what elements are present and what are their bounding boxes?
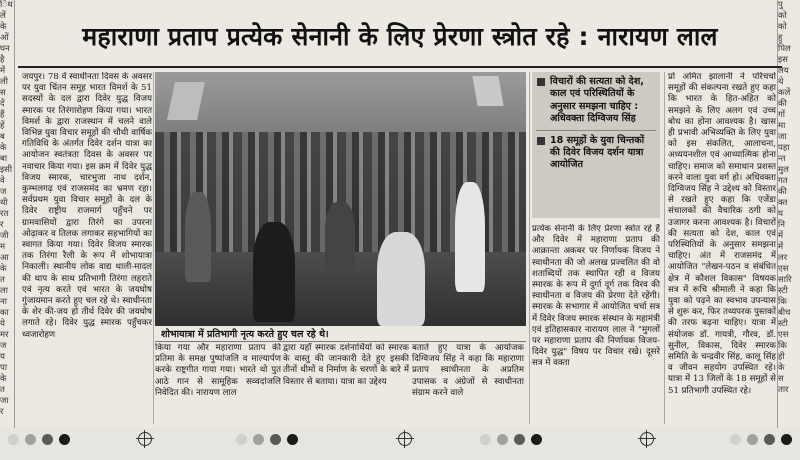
edge-fragment: ला xyxy=(0,286,8,296)
color-registration-dots xyxy=(8,434,70,445)
edge-fragment: घन xyxy=(0,44,10,54)
edge-fragment: िथ xyxy=(0,0,13,10)
edge-fragment: में xyxy=(0,66,6,76)
article-column-5 xyxy=(532,224,660,424)
edge-fragment: इसी xyxy=(0,165,13,175)
color-registration-dots xyxy=(730,434,792,445)
edge-fragment: को xyxy=(778,11,787,21)
adjacent-article-left-edge xyxy=(0,0,15,430)
edge-fragment: का xyxy=(0,308,9,318)
edge-fragment: र xyxy=(0,407,4,417)
edge-fragment: की xyxy=(778,99,787,109)
photo-caption: शोभायात्रा में प्रतिभागी नृत्य करते हुए चल रहे थे। xyxy=(155,328,526,342)
edge-fragment: ना xyxy=(0,297,7,307)
edge-fragment: पु xyxy=(778,0,783,10)
square-bullet-icon xyxy=(537,137,545,145)
registration-dot xyxy=(747,434,758,445)
edge-fragment: में xyxy=(778,231,784,241)
edge-fragment: के xyxy=(0,22,7,32)
article-text-col6: प्रो अमित झालानी ने परिचर्चा समूहों की संकल्पना रखते हुए कहा कि भारत के हित-अहित को समझने के लिए अलग एवं उच्च बोध का होना आवश्यक है। खास ही प्रभावी अभिव्यक्ति के लिए युवा को इस संकलित, आलाचना, अध्ययनशील एवं आध्यात्मिक होना चाहिए। समाज को समाधान प्रशस्त करने वाला युवा वर्ग हो। अधिवक्ता दिग्विजय सिंह ने उद्देश्य को विस्तार से रखते हुए कहा कि एजेंडा संचालकों की वैचारिक ठगी को उजागर करना आवश्यक है। विचारों की सत्यता को देश, काल एवं परिस्थितियों के अनुसार समझना चाहिए। अंत में राजसमंद में आयोजित "लेखन-पठन व संबंधित क्षेत्र में कौशल विकास" विषयक सत्र में रूचि श्रीमाली ने कहा कि युवा को पढ़ने का स्वभाव उपन्यास से शुरू कर, फिर तथ्यपरक पुस्तकों की तरफ बढ़ना चाहिए। यात्रा में संयोजक डॉ. गायत्री, गौरव, डॉ. सुनील, विकास, दिवेर स्मारक समिति के चन्द्रवीर सिंह, कालू सिंह व जीवन सहयोग उपस्थित रहे। यात्रा में 13 जिलों के 18 समूहों से 51 प्रतिभागी उपस्थित रहे। xyxy=(668,72,776,396)
edge-fragment: गों xyxy=(778,110,785,120)
color-registration-dots xyxy=(236,434,298,445)
edge-fragment: ही xyxy=(778,352,785,362)
article-text-col1: जयपुर। 78 वें स्वाधीनता दिवस के अवसर पर युवा चिंतन समूह भारत विमर्श के 51 सदस्यों के दल द्वारा दिवेर युद्ध विजय स्मारक पर तिरंगारोहण किया गया। भारत विमर्श के द्वारा राजस्थान में चलने वाले विभिन्न युवा विचार समूहों की चौथी वार्षिक गतिविधि के अंतर्गत दिवेर दर्शन यात्रा का आयोजन स्वतंत्रता दिवस के अवसर पर नवाचार किया गया। इस क्रम में दिवेर युद्ध विजय स्मारक, चारभुजा नाथ दर्शन, कुम्भलगढ़ एवं राजसमंद का भ्रमण रहा। सर्वप्रथम युवा विचार समूहों के दल के दिवेर राष्ट्रीय राजमार्ग पहुँचने पर ग्रामवासियों द्वारा तिरंगे का उपरना ओढ़ाकर व तिलक लगाकर सहभागियों का स्वागत किया गया। दिवेर विजय स्मारक तक तिरंगा रैली के रूप में शोभायात्रा निकाली। स्थानीय लोक वाद्य थाली-मादल की थाप के साथ प्रतिभागी तिरंगा लहराते एवं नृत्य करते एवं भारत के जयघोष गुंजायमान करते हुए चल रहे थे। स्वाधीनता के शेर की-जय हो तीर्थ दिवेर की जयघोष लगाते रहे। दिवेर युद्ध स्मारक पहुँचकर ध्वजारोहण xyxy=(22,72,152,340)
edge-fragment: स्टी xyxy=(778,286,788,296)
edge-fragment: य xyxy=(0,352,5,362)
edge-fragment: जा xyxy=(0,396,9,406)
edge-fragment: कि xyxy=(778,341,787,351)
headline-rule xyxy=(18,66,782,68)
edge-fragment: स xyxy=(0,88,6,98)
edge-fragment: वे xyxy=(0,176,5,186)
edge-fragment: नि xyxy=(778,220,785,230)
highlight-text: 18 समूहों के युवा चिन्तकों की दिवेर विजय दर्शन यात्रा आयोजित xyxy=(550,134,645,171)
edge-fragment: क्त xyxy=(778,198,788,208)
edge-fragment: जा xyxy=(778,132,787,142)
registration-dot xyxy=(236,434,247,445)
edge-fragment: एस xyxy=(778,264,789,274)
registration-crosshair-icon xyxy=(138,432,152,446)
edge-fragment: स xyxy=(778,374,784,384)
edge-fragment: स्टी xyxy=(778,319,788,329)
edge-fragment: लें xyxy=(0,11,6,21)
article-column-4 xyxy=(412,343,524,425)
edge-fragment: ज xyxy=(0,341,7,351)
edge-fragment: सारि xyxy=(778,275,792,285)
procession-photo xyxy=(155,72,526,326)
highlights-box xyxy=(532,72,660,218)
registration-dot xyxy=(730,434,741,445)
registration-dot xyxy=(42,434,53,445)
edge-fragment: कलें xyxy=(778,88,791,98)
edge-fragment: ली xyxy=(0,77,8,87)
edge-fragment: गत xyxy=(778,176,788,186)
article-column-1 xyxy=(22,72,152,424)
edge-fragment: के xyxy=(0,143,7,153)
article-column-6 xyxy=(668,72,776,424)
print-registration-strip xyxy=(0,428,800,460)
article-text-col2: किया गया और महाराणा प्रताप की प्रतिमा के समक्ष पुष्पांजलि व माल्यार्पण करके राष्ट्रगीत गाया गया। भारते थो पुत आठे गान से सामूहिक सव्वदांजलि निवेदित की। नारायण लाल xyxy=(155,343,281,398)
edge-fragment: ओं xyxy=(0,33,9,43)
edge-fragment: बा xyxy=(0,154,8,164)
edge-fragment: बीच xyxy=(778,308,791,318)
adjacent-article-right-edge xyxy=(777,0,800,430)
edge-fragment: को xyxy=(778,22,787,32)
edge-fragment: इस xyxy=(778,55,788,65)
edge-fragment: पिल xyxy=(778,44,791,54)
edge-fragment: हें xyxy=(0,121,5,131)
registration-dot xyxy=(270,434,281,445)
edge-fragment: आ xyxy=(0,253,9,263)
edge-fragment: न्त xyxy=(778,154,786,164)
edge-fragment: जी xyxy=(0,231,9,241)
edge-fragment: है xyxy=(0,55,5,65)
edge-fragment: लय xyxy=(778,66,789,76)
registration-dot xyxy=(497,434,508,445)
edge-fragment: रत xyxy=(0,209,9,219)
registration-dot xyxy=(253,434,264,445)
registration-dot xyxy=(531,434,542,445)
edge-fragment: हैं xyxy=(0,110,5,120)
registration-crosshair-icon xyxy=(398,432,412,446)
edge-fragment: म xyxy=(0,242,6,252)
edge-fragment: की xyxy=(778,187,787,197)
article-column-2 xyxy=(155,343,281,425)
edge-fragment: मुल xyxy=(778,165,789,175)
registration-dot xyxy=(480,434,491,445)
edge-fragment: पहा xyxy=(778,143,790,153)
edge-fragment: पा xyxy=(0,363,8,373)
edge-fragment: थी xyxy=(0,198,8,208)
article-text-col4: बताते हुए यात्रा के आयोजक दिग्विजय सिंह ने कहा कि महाराणा प्रताप स्वाधीनता के अप्रतिम उपासक व अंग्रेजों से स्वाधीनता संग्राम करने वाले xyxy=(412,343,524,398)
registration-dot xyxy=(781,434,792,445)
registration-dot xyxy=(25,434,36,445)
edge-fragment: के xyxy=(0,264,7,274)
edge-fragment: मा xyxy=(778,121,786,131)
registration-dot xyxy=(514,434,525,445)
headline: महाराणा प्रताप प्रत्येक सेनानी के लिए प्रेरणा स्त्रोत रहे : नारायण लाल xyxy=(82,22,718,51)
article-text-col3: द्वारा यहाँ स्मारक दर्शनार्थियों को स्मारक के वास्तु की जानकारी देते हुए इसकी तीनों थीमों व निर्माण के चरणों के बारे में विस्तार से बताया। यात्रा का उद्देश्य xyxy=(283,343,409,387)
edge-fragment: कि xyxy=(778,297,787,307)
edge-fragment: त xyxy=(0,385,5,395)
registration-crosshair-icon xyxy=(640,432,654,446)
registration-dot xyxy=(764,434,775,445)
edge-fragment: ज xyxy=(0,187,7,197)
edge-fragment: घ xyxy=(778,209,784,219)
edge-fragment: र xyxy=(0,220,4,230)
edge-fragment: लर xyxy=(778,253,788,263)
registration-dot xyxy=(59,434,70,445)
edge-fragment: के xyxy=(778,363,785,373)
edge-fragment: एस xyxy=(778,330,789,340)
highlight-item xyxy=(532,72,660,130)
column-divider xyxy=(153,72,154,424)
highlight-text: विचारों की सत्यता को देश, काल एवं परिस्थितियों के अनुसार समझना चाहिए : अधिवक्ता दिग्विजय सिंह xyxy=(550,76,644,125)
edge-fragment: ब xyxy=(0,132,5,142)
edge-fragment: ये xyxy=(0,319,5,329)
edge-fragment: थे xyxy=(778,77,784,87)
article-column-3 xyxy=(283,343,409,425)
column-divider xyxy=(664,72,665,424)
registration-dot xyxy=(287,434,298,445)
square-bullet-icon xyxy=(537,78,545,86)
edge-fragment: दें xyxy=(0,99,5,109)
edge-fragment: त xyxy=(0,275,5,285)
highlight-item xyxy=(532,131,660,176)
edge-fragment: के xyxy=(0,374,7,384)
color-registration-dots xyxy=(480,434,542,445)
column-divider xyxy=(529,72,530,424)
edge-fragment: तार xyxy=(778,385,789,395)
edge-fragment: मर xyxy=(0,330,9,340)
registration-dot xyxy=(8,434,19,445)
edge-fragment: हु xyxy=(778,33,783,43)
edge-fragment: में xyxy=(778,242,784,252)
article-text-col5: प्रत्येक सेनानी के लिए प्रेरणा स्त्रोत रहे हैं और दिवेर में महाराणा प्रताप की आक्रान्ता अकबर पर निर्णायक विजय ने स्वाधीनता की जो अलख प्रज्वलित की वो शताब्दियों तक स्थापित रही व विजय स्मारक के रूप में दुर्गा दूर्ग तक विरव की स्वाधीनता व विजय की प्रेरणा देते रहेंगी। स्मारक के सभागार में आयोजित चर्चा सत्र में दिवेर विजय स्मारक संस्थान के महामंत्री एवं इतिहासकार नारायण लाल ने "मुगलों पर महाराणा प्रताप की निर्णायक विजय-दिवेर युद्ध" विषय पर विचार रखे। दूसरे सत्र में वक्ता xyxy=(532,224,660,369)
